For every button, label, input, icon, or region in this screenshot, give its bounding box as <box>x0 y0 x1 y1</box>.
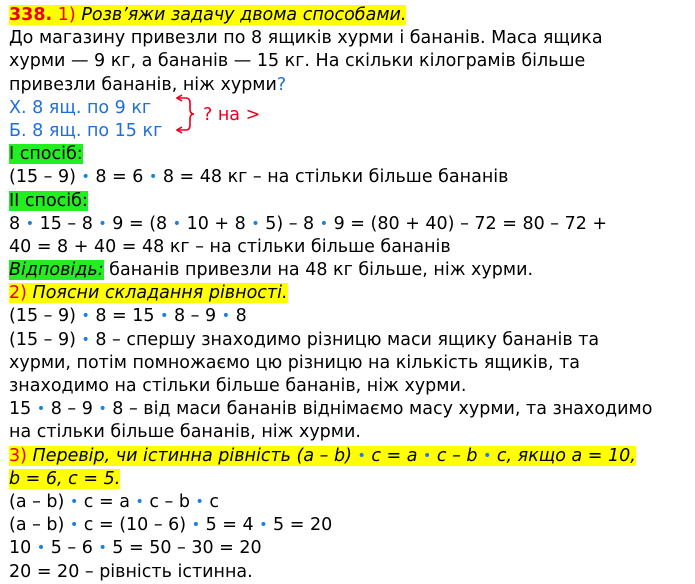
part3-part: c = (10 – 6) <box>83 515 187 536</box>
method1-part: 8 = 48 кг – на стільки більше бананів <box>162 167 509 188</box>
multiply-dot-icon: • <box>36 540 46 557</box>
part3-part: 5 = 4 <box>205 515 254 536</box>
task-header-highlight <box>9 5 406 25</box>
method2-solution-1 <box>9 213 695 236</box>
part3-part: 5 = 50 – 30 = 20 <box>112 538 262 559</box>
answer-line <box>9 259 695 282</box>
statement-text: привезли бананів, ніж хурми <box>9 74 277 95</box>
part2-explain-3: знаходимо на стільки більше бананів, ніж хурми. <box>9 376 467 396</box>
multiply-dot-icon: • <box>172 215 181 232</box>
part3-row-3 <box>9 537 695 560</box>
part2-header <box>9 282 695 305</box>
multiply-dot-icon: • <box>251 215 260 232</box>
method2-part: 5) – 8 <box>265 213 315 234</box>
part2-part: 8 – спершу знаходимо різницю маси ящику бананів та <box>95 329 600 350</box>
part2-equation <box>9 305 695 328</box>
multiply-dot-icon: • <box>81 308 90 325</box>
method2-part: 9 = (80 + 40) – 72 = 80 – 72 + <box>333 213 608 234</box>
multiply-dot-icon: • <box>483 447 492 464</box>
condition-line-1: Х. 8 ящ. по 9 кг <box>9 97 152 118</box>
part2-part: 8 = 15 <box>95 306 155 327</box>
multiply-dot-icon: • <box>135 493 144 510</box>
part2-explain-5: на стільки більше бананів, ніж хурми. <box>9 422 361 443</box>
part2-part: (15 – 9) <box>9 329 76 350</box>
multiply-dot-icon: • <box>160 308 169 325</box>
part2-explain-1 <box>9 329 695 352</box>
method2-part: 10 + 8 <box>186 213 246 234</box>
statement-line-1: До магазину привезли по 8 ящиків хурми і бананів. Маса ящика <box>9 28 603 49</box>
method1-part: (15 – 9) <box>9 167 76 188</box>
part2-part: 8 <box>235 306 247 327</box>
part3-title-part: b = 6, c = 5. <box>9 468 121 489</box>
multiply-dot-icon: • <box>195 493 204 510</box>
part3-title-part: c – b <box>436 445 478 466</box>
task-number: 338. <box>9 5 53 25</box>
multiply-dot-icon: • <box>98 540 107 557</box>
part3-row-2 <box>9 514 695 537</box>
task-header <box>9 4 695 27</box>
part3-title-part: Перевір, чи істинна рівність (a – b) <box>32 445 352 466</box>
part2-label: 2) <box>9 283 27 304</box>
method2-label-line <box>9 190 695 213</box>
condition-brace-icon <box>176 94 196 134</box>
part3-part: 5 – 6 <box>50 538 93 559</box>
part2-part: (15 – 9) <box>9 306 76 327</box>
multiply-dot-icon: • <box>357 447 366 464</box>
method2-part: 9 = (8 <box>112 213 168 234</box>
multiply-dot-icon: • <box>81 331 90 348</box>
multiply-dot-icon: • <box>191 517 200 534</box>
part3-title-part: c = a <box>371 445 418 466</box>
part3-label: 3) <box>9 445 27 466</box>
multiply-dot-icon: • <box>25 215 34 232</box>
multiply-dot-icon: • <box>69 517 79 534</box>
multiply-dot-icon: • <box>36 401 46 418</box>
part2-part: 8 – від маси бананів віднімаємо масу хурми, та знаходимо <box>112 399 653 420</box>
method2-part: 8 <box>9 213 21 234</box>
part3-header-2 <box>9 468 695 491</box>
multiply-dot-icon: • <box>98 215 107 232</box>
part2-explain-2: хурми, потім помножаємо цю різницю на кількість ящиків, та <box>9 352 581 373</box>
part3-header-highlight <box>9 446 636 466</box>
part3-part: c = a <box>83 491 130 512</box>
part3-row-1 <box>9 491 695 514</box>
method2-label: ІІ спосіб: <box>9 190 88 211</box>
part3-part: c – b <box>149 491 190 512</box>
part1-title: Розв’яжи задачу двома способами. <box>81 5 407 25</box>
part3-title-part: c, якщо a = 10, <box>496 445 636 466</box>
part2-part: 15 <box>9 399 32 420</box>
part3-part: c <box>209 491 220 512</box>
part3-part: (a – b) <box>9 515 65 536</box>
multiply-dot-icon: • <box>221 308 230 325</box>
multiply-dot-icon: • <box>98 401 107 418</box>
statement-line-2: хурми — 9 кг, а бананів — 15 кг. На скільки кілограмів більше <box>9 51 586 72</box>
method1-label: І спосіб: <box>9 144 83 165</box>
part3-header-1 <box>9 445 695 468</box>
answer-text: бананів привезли на 48 кг більше, ніж хурми. <box>103 260 534 281</box>
method1-part: 8 = 6 <box>95 167 144 188</box>
multiply-dot-icon: • <box>81 169 90 186</box>
part2-title: Поясни складання рівності. <box>32 283 288 304</box>
part2-explain-4 <box>9 398 695 421</box>
method1-label-line <box>9 143 695 166</box>
method1-solution <box>9 166 695 189</box>
multiply-dot-icon: • <box>149 169 158 186</box>
part2-part: 8 – 9 <box>50 399 93 420</box>
part3-part: (a – b) <box>9 491 65 512</box>
statement-line-3 <box>9 74 695 97</box>
part2-part: 8 – 9 <box>173 306 217 327</box>
part2-header-highlight <box>9 283 288 303</box>
method2-part: 15 – 8 <box>39 213 93 234</box>
multiply-dot-icon: • <box>69 493 79 510</box>
part3-part: 10 <box>9 538 32 559</box>
condition-line-2: Б. 8 ящ. по 15 кг <box>9 120 163 141</box>
multiply-dot-icon: • <box>423 447 432 464</box>
answer-label: Відповідь: <box>9 260 104 281</box>
condition-note: ? на > <box>203 105 261 125</box>
part3-part: 5 = 20 <box>273 515 333 536</box>
multiply-dot-icon: • <box>259 517 268 534</box>
multiply-dot-icon: • <box>319 215 329 232</box>
method2-solution-2: 40 = 8 + 40 = 48 кг – на стільки більше бананів <box>9 236 451 257</box>
part1-label: 1) <box>57 5 76 25</box>
question-mark: ? <box>276 74 287 95</box>
part3-row-4: 20 = 20 – рівність істинна. <box>9 561 253 582</box>
